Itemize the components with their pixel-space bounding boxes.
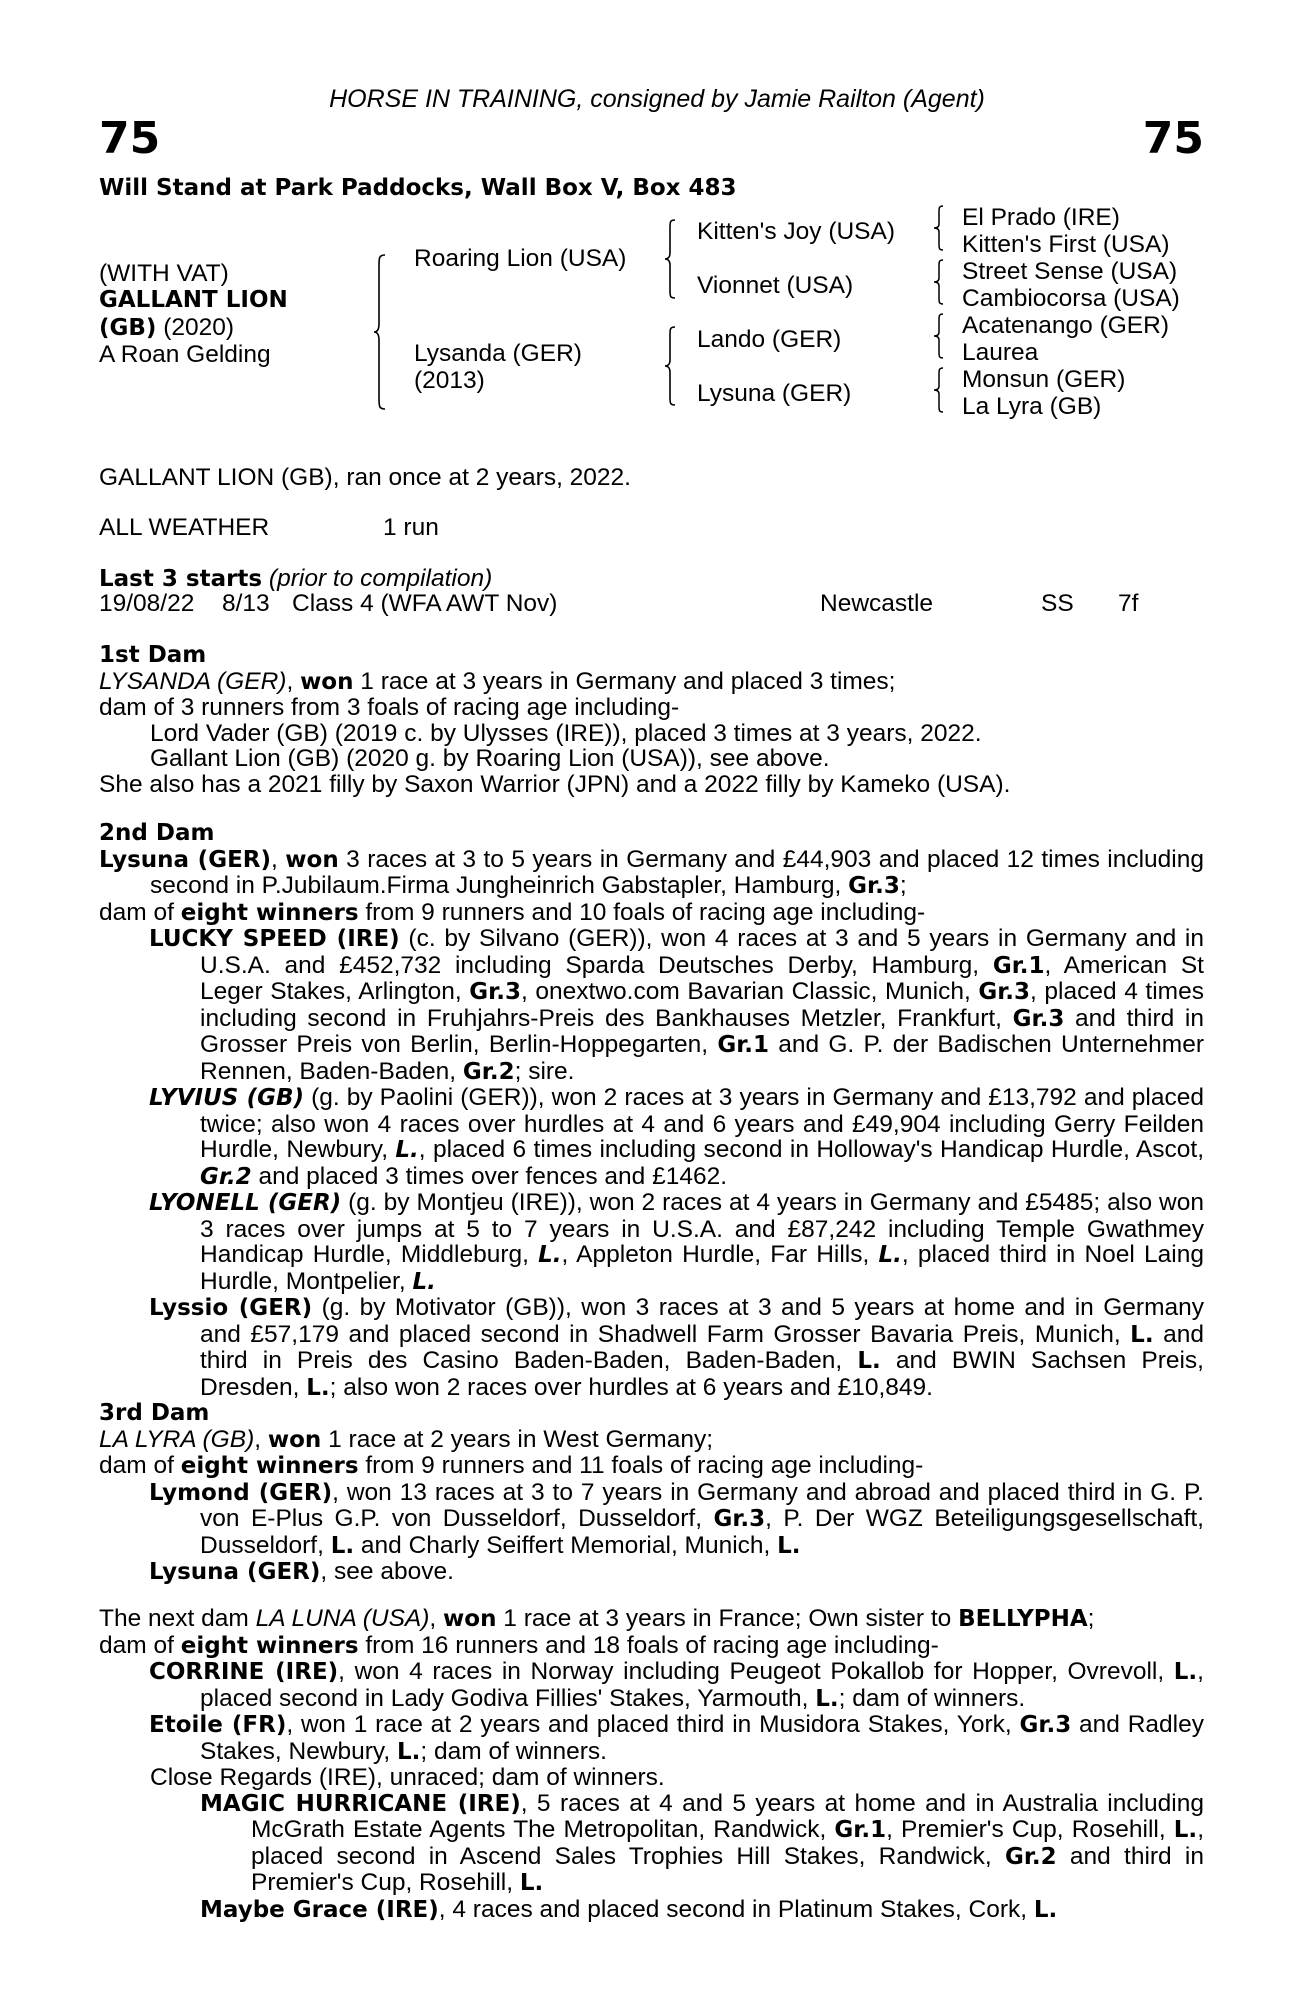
produce-text: and BWIN Sachsen Preis, Dresden, bbox=[200, 1347, 1204, 1401]
third-dam-title: 3rd Dam bbox=[99, 1400, 210, 1426]
first-dam-record: LYSANDA (GER), won 1 race at 3 years in Germany and placed 3 times; bbox=[99, 667, 896, 695]
produce-text: , placed 6 times including second in Holloway's Handicap Hurdle, Ascot, bbox=[418, 1136, 1204, 1163]
produce-corrine bbox=[99, 1659, 1204, 1712]
grade: Gr.3 bbox=[1012, 1005, 1065, 1032]
pedigree-sire-sire: Kitten's Joy (USA) bbox=[697, 218, 896, 245]
grade: L. bbox=[815, 1685, 839, 1712]
grade: L. bbox=[330, 1532, 355, 1559]
produce-lysuna bbox=[99, 1559, 1204, 1586]
start-distance: 7f bbox=[1118, 590, 1139, 617]
second-dam-section bbox=[99, 821, 1204, 1401]
start-course: Newcastle bbox=[820, 590, 934, 617]
produce-text: , won 1 race at 2 years and placed third in Musidora Stakes, York, bbox=[286, 1711, 1020, 1738]
produce-text: ; dam of winners. bbox=[420, 1737, 607, 1765]
pedigree-brace-g1 bbox=[933, 205, 945, 251]
pedigree-sire: Roaring Lion (USA) bbox=[414, 245, 627, 272]
start-date: 19/08/22 bbox=[99, 590, 195, 617]
horse-country: (GB) bbox=[99, 315, 157, 341]
grade: Gr.1 bbox=[834, 1817, 887, 1843]
second-dam-record-grade: Gr.3 bbox=[848, 873, 900, 899]
lot-number-right: 75 bbox=[1142, 113, 1204, 164]
produce-text: and placed 3 times over fences and £1462. bbox=[251, 1162, 728, 1190]
produce-text: , 5 races at 4 and 5 years at home and in Australia including McGrath Estate Agents The Metropolitan, Randwick, bbox=[251, 1789, 1204, 1843]
next-dam-dam-of-c: from 16 runners and 18 foals of racing age including- bbox=[358, 1631, 939, 1659]
produce-text: , see above. bbox=[320, 1558, 454, 1585]
pedigree-brace-sire bbox=[664, 219, 677, 299]
grade: L. bbox=[777, 1532, 801, 1559]
pedigree-gg-5: Acatenango (GER) bbox=[962, 312, 1169, 339]
second-dam-record: Lysuna (GER), won 3 races at 3 to 5 years in Germany and £44,903 and placed 12 times including second in P.Jubilaum.Firma Jungheinrich Gabstapler, Hamburg, Gr.3; bbox=[99, 845, 1204, 899]
horse-year: (2020) bbox=[156, 314, 235, 341]
grade: Gr.2 bbox=[200, 1163, 252, 1190]
last-starts-note: (prior to compilation) bbox=[262, 565, 493, 592]
produce-text: (c. by Silvano (GER)), won 4 races at 3 and 5 years in Germany and in U.S.A. and £452,732 including Sparda Deutsches Derby, Hamburg, bbox=[200, 925, 1204, 979]
produce-maybe-grace bbox=[99, 1897, 1204, 1924]
second-dam-title: 2nd Dam bbox=[99, 820, 215, 846]
pedigree-brace-g3 bbox=[933, 313, 945, 359]
pedigree-gg-2: Kitten's First (USA) bbox=[962, 231, 1170, 258]
third-dam-dam-of-c: from 9 runners and 11 foals of racing age including- bbox=[358, 1452, 924, 1479]
produce-text: and Charly Seiffert Memorial, Munich, bbox=[354, 1531, 778, 1559]
third-dam-dam-of bbox=[99, 1453, 1204, 1480]
pedigree-dam-year: (2013) bbox=[414, 367, 485, 394]
grade: Gr.2 bbox=[462, 1058, 515, 1085]
produce-text: , won 4 races in Norway including Peugeot Pokallob for Hopper, Ovrevoll, bbox=[338, 1658, 1174, 1685]
pedigree-gg-7: Monsun (GER) bbox=[962, 366, 1126, 393]
next-dam-record-text: 1 race at 3 years in France; Own sister to bbox=[496, 1605, 959, 1632]
third-dam-name: LA LYRA (GB) bbox=[99, 1425, 255, 1453]
produce-text: ; also won 2 races over hurdles at 6 years and £10,849. bbox=[329, 1373, 933, 1401]
next-dam-sister: BELLYPHA bbox=[958, 1606, 1088, 1632]
second-dam-won: won bbox=[285, 846, 339, 873]
first-dam-dam-of: dam of 3 runners from 3 foals of racing age including- bbox=[99, 694, 680, 721]
produce-text: , placed 4 times including second in Fruhjahrs-Preis des Bankhauses Metzler, Frankfurt, bbox=[200, 978, 1204, 1032]
produce-name: Lyssio (GER) bbox=[149, 1295, 313, 1321]
start-going: SS bbox=[1041, 590, 1074, 617]
produce-name: Lymond (GER) bbox=[149, 1479, 333, 1506]
produce-text: , Premier's Cup, Rosehill, bbox=[886, 1816, 1174, 1843]
pedigree-dam: Lysanda (GER) bbox=[414, 340, 582, 367]
next-dam-dam-of-a: dam of bbox=[99, 1631, 181, 1659]
grade: L. bbox=[1033, 1896, 1058, 1923]
produce-text: , Appleton Hurdle, Far Hills, bbox=[561, 1241, 879, 1268]
produce-text: (g. by Paolini (GER)), won 2 races at 3 years in Germany and £13,792 and placed twice; also won 4 races over hurdles at 4 and 6 years and £49,904 including Gerry Feilden Hurdle, Newbury, bbox=[200, 1084, 1204, 1163]
pedigree-brace-g4 bbox=[933, 367, 945, 413]
first-dam-produce-2: Gallant Lion (GB) (2020 g. by Roaring Lion (USA)), see above. bbox=[150, 745, 830, 772]
third-dam-dam-of-a: dam of bbox=[99, 1452, 181, 1479]
next-dam-name: LA LUNA (USA) bbox=[255, 1605, 430, 1632]
second-dam-name: Lysuna (GER) bbox=[99, 846, 272, 873]
produce-text: , placed second in Lady Godiva Fillies' Stakes, Yarmouth, bbox=[200, 1658, 1204, 1712]
surface-runs: 1 run bbox=[383, 514, 439, 541]
grade: L. bbox=[857, 1348, 881, 1374]
surface-label: ALL WEATHER bbox=[99, 514, 270, 541]
third-dam-record: LA LYRA (GB), won 1 race at 2 years in West Germany; bbox=[99, 1425, 713, 1453]
produce-name: LUCKY SPEED (IRE) bbox=[149, 926, 400, 952]
third-dam-section bbox=[99, 1401, 1204, 1586]
pedigree-gg-8: La Lyra (GB) bbox=[962, 393, 1102, 420]
produce-name: CORRINE (IRE) bbox=[149, 1659, 339, 1685]
next-dam-won: won bbox=[443, 1606, 497, 1632]
second-dam-dam-of-b: eight winners bbox=[180, 899, 359, 926]
grade: L. bbox=[412, 1268, 436, 1295]
first-dam-section bbox=[99, 643, 1204, 797]
produce-text: and G. P. der Badischen Unternehmer Rennen, Baden-Baden, bbox=[200, 1031, 1204, 1085]
produce-text: , 4 races and placed second in Platinum Stakes, Cork, bbox=[438, 1895, 1034, 1923]
produce-lymond bbox=[99, 1480, 1204, 1560]
grade: L. bbox=[538, 1242, 562, 1268]
horse-country-year bbox=[99, 314, 234, 342]
third-dam-won: won bbox=[267, 1426, 322, 1453]
produce-magic-hurricane bbox=[99, 1791, 1204, 1897]
produce-close-regards: Close Regards (IRE), unraced; dam of winners. bbox=[150, 1764, 665, 1791]
grade: Gr.1 bbox=[992, 952, 1045, 979]
first-dam-title: 1st Dam bbox=[99, 642, 207, 668]
pedigree-gg-6: Laurea bbox=[962, 339, 1039, 366]
produce-lyssio bbox=[99, 1295, 1204, 1401]
grade: L. bbox=[878, 1242, 902, 1268]
third-dam-dam-of-b: eight winners bbox=[180, 1453, 359, 1479]
horse-name: GALLANT LION bbox=[99, 287, 288, 313]
grade: L. bbox=[1173, 1817, 1198, 1843]
next-dam-intro: The next dam bbox=[99, 1605, 256, 1632]
pedigree-dam-sire: Lando (GER) bbox=[697, 326, 842, 353]
produce-text: , onextwo.com Bavarian Classic, Munich, bbox=[520, 978, 979, 1005]
first-dam-also: She also has a 2021 filly by Saxon Warrior (JPN) and a 2022 filly by Kameko (USA). bbox=[99, 770, 1011, 798]
produce-text: (g. by Motivator (GB)), won 3 races at 3 and 5 years at home and in Germany and £57,179 and placed second in Shadwell Farm Grosser Bavaria Preis, Munich, bbox=[200, 1294, 1204, 1348]
grade: L. bbox=[396, 1738, 421, 1765]
pedigree-dam-dam: Lysuna (GER) bbox=[697, 380, 852, 407]
grade: Gr.2 bbox=[1004, 1843, 1057, 1870]
produce-lyvius bbox=[99, 1085, 1204, 1190]
lot-number-left: 75 bbox=[99, 113, 161, 164]
start-race: Class 4 (WFA AWT Nov) bbox=[292, 590, 558, 617]
third-dam-record-text: 1 race at 2 years in West Germany; bbox=[321, 1425, 713, 1453]
produce-text: and third in Grosser Preis von Berlin, Berlin-Hoppegarten, bbox=[200, 1004, 1204, 1058]
next-dam-sep: , bbox=[429, 1605, 444, 1632]
grade: Gr.1 bbox=[717, 1032, 770, 1058]
horse-description: A Roan Gelding bbox=[99, 341, 271, 368]
grade: Gr.3 bbox=[469, 979, 521, 1005]
pedigree-brace-main bbox=[373, 254, 387, 410]
first-dam-won: won bbox=[300, 668, 354, 695]
produce-text: ; sire. bbox=[514, 1057, 575, 1085]
produce-text: , placed third in Noel Laing Hurdle, Montpelier, bbox=[200, 1241, 1204, 1295]
produce-name: Lysuna (GER) bbox=[149, 1559, 321, 1585]
last-starts-heading bbox=[99, 565, 492, 593]
pedigree-gg-3: Street Sense (USA) bbox=[962, 258, 1178, 285]
last-starts-title: Last 3 starts bbox=[99, 566, 263, 592]
second-dam-record-end: ; bbox=[899, 872, 907, 899]
produce-text: , placed second in Ascend Sales Trophies Hill Stakes, Randwick, bbox=[251, 1816, 1204, 1870]
produce-text: and third in Preis des Casino Baden-Baden, Baden-Baden, bbox=[200, 1320, 1204, 1374]
pedigree-brace-dam bbox=[664, 326, 677, 406]
first-dam-name: LYSANDA (GER) bbox=[99, 667, 287, 695]
grade: L. bbox=[1173, 1659, 1198, 1685]
grade: L. bbox=[519, 1870, 544, 1896]
produce-name: Maybe Grace (IRE) bbox=[200, 1896, 439, 1923]
produce-text: ; dam of winners. bbox=[838, 1684, 1026, 1712]
grade: Gr.3 bbox=[713, 1506, 766, 1532]
next-dam-section bbox=[99, 1606, 1204, 1923]
produce-text: , American St Leger Stakes, Arlington, bbox=[200, 951, 1204, 1005]
next-dam-dam-of bbox=[99, 1633, 1204, 1660]
second-dam-record-text: 3 races at 3 to 5 years in Germany and £44,903 and placed 12 times including second in P.Jubilaum.Firma Jungheinrich Gabstapler, Hamburg, bbox=[150, 845, 1204, 899]
next-dam-dam-of-b: eight winners bbox=[180, 1632, 359, 1659]
produce-lucky-speed bbox=[99, 926, 1204, 1085]
racing-summary: GALLANT LION (GB), ran once at 2 years, 2022. bbox=[99, 464, 631, 491]
grade: L. bbox=[306, 1374, 330, 1401]
pedigree-brace-g2 bbox=[933, 259, 945, 305]
stand-location: Will Stand at Park Paddocks, Wall Box V, Box 483 bbox=[99, 175, 737, 201]
grade: L. bbox=[1130, 1321, 1154, 1348]
produce-text: and Radley Stakes, Newbury, bbox=[200, 1711, 1204, 1765]
first-dam-record-text: 1 race at 3 years in Germany and placed 3 times; bbox=[353, 667, 896, 695]
first-dam-produce-1: Lord Vader (GB) (2019 c. by Ulysses (IRE)), placed 3 times at 3 years, 2022. bbox=[150, 719, 982, 747]
next-dam-record-end: ; bbox=[1087, 1605, 1095, 1632]
produce-etoile bbox=[99, 1712, 1204, 1765]
produce-name: Etoile (FR) bbox=[149, 1712, 287, 1738]
second-dam-dam-of-a: dam of bbox=[99, 898, 181, 926]
consignment-line: HORSE IN TRAINING, consigned by Jamie Railton (Agent) bbox=[329, 85, 985, 113]
grade: Gr.3 bbox=[978, 979, 1031, 1005]
produce-lyonell bbox=[99, 1190, 1204, 1295]
produce-text: , won 13 races at 3 to 7 years in Germany and abroad and placed third in G. P. von E-Plus G.P. von Dusseldorf, Dusseldorf, bbox=[200, 1478, 1204, 1532]
produce-name: LYONELL (GER) bbox=[149, 1190, 342, 1216]
pedigree-gg-4: Cambiocorsa (USA) bbox=[962, 285, 1180, 312]
produce-name: MAGIC HURRICANE (IRE) bbox=[200, 1790, 521, 1817]
next-dam-record bbox=[99, 1606, 1204, 1633]
second-dam-dam-of-c: from 9 runners and 10 foals of racing age including- bbox=[358, 898, 926, 926]
vat-note: (WITH VAT) bbox=[99, 260, 229, 287]
pedigree-gg-1: El Prado (IRE) bbox=[962, 204, 1120, 231]
produce-text: , P. Der WGZ Beteiligungsgesellschaft, Dusseldorf, bbox=[200, 1505, 1204, 1559]
pedigree-sire-dam: Vionnet (USA) bbox=[697, 272, 854, 299]
grade: L. bbox=[395, 1137, 419, 1163]
produce-text: and third in Premier's Cup, Rosehill, bbox=[251, 1842, 1204, 1896]
produce-text: (g. by Montjeu (IRE)), won 2 races at 4 years in Germany and £5485; also won 3 races over jumps at 5 to 7 years in U.S.A. and £87,242 including Temple Gwathmey Handicap Hurdle, Middleburg, bbox=[200, 1189, 1204, 1268]
grade: Gr.3 bbox=[1019, 1712, 1072, 1738]
second-dam-dam-of bbox=[99, 900, 1204, 927]
start-position: 8/13 bbox=[222, 590, 270, 617]
produce-name: LYVIUS (GB) bbox=[149, 1085, 305, 1111]
